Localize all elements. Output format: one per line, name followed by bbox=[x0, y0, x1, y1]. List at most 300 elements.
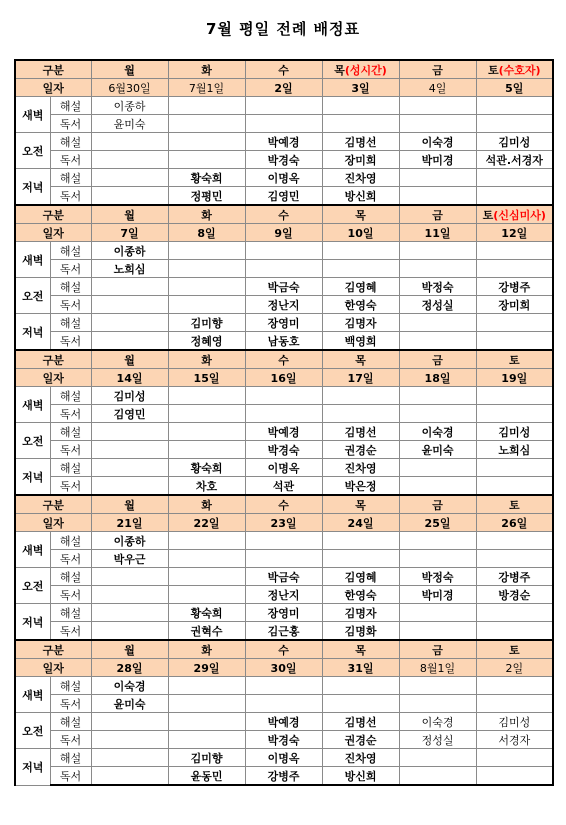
assignee-cell: 석관 bbox=[245, 477, 322, 496]
assignee-cell bbox=[399, 314, 476, 332]
slot-row bbox=[15, 695, 553, 713]
day-name: 금 bbox=[432, 498, 443, 512]
date-cell: 14일 bbox=[91, 369, 168, 387]
date-cell: 29일 bbox=[168, 659, 245, 677]
slot-row bbox=[15, 550, 553, 568]
day-name: 토 bbox=[487, 63, 499, 77]
day-header bbox=[245, 350, 322, 369]
day-header bbox=[476, 350, 553, 369]
assignee-cell: 남동호 bbox=[245, 332, 322, 351]
day-note: (신심미사) bbox=[493, 208, 546, 222]
assignee-cell bbox=[91, 568, 168, 586]
assignee-cell bbox=[245, 387, 322, 405]
slot-row bbox=[15, 568, 553, 586]
day-header bbox=[399, 495, 476, 514]
day-header bbox=[399, 60, 476, 79]
day-header bbox=[399, 350, 476, 369]
role-label: 해설 bbox=[50, 532, 91, 550]
assignee-cell: 백영희 bbox=[322, 332, 399, 351]
ilja-label: 일자 bbox=[15, 659, 91, 677]
period-label: 오전 bbox=[15, 423, 50, 459]
assignee-cell: 방경순 bbox=[476, 586, 553, 604]
date-cell: 2일 bbox=[245, 79, 322, 97]
assignee-cell: 윤미숙 bbox=[91, 695, 168, 713]
assignee-cell bbox=[476, 695, 553, 713]
assignee-cell bbox=[476, 314, 553, 332]
assignee-cell: 강병주 bbox=[476, 278, 553, 296]
day-header bbox=[476, 495, 553, 514]
slot-row bbox=[15, 713, 553, 731]
page-title: 7월 평일 전례 배정표 bbox=[205, 20, 361, 38]
assignee-cell bbox=[168, 713, 245, 731]
assignee-cell bbox=[245, 260, 322, 278]
assignee-cell bbox=[91, 151, 168, 169]
assignee-cell bbox=[91, 169, 168, 187]
day-name: 월 bbox=[124, 498, 135, 512]
assignee-cell: 노희심 bbox=[91, 260, 168, 278]
assignee-cell bbox=[245, 695, 322, 713]
assignee-cell: 박금숙 bbox=[245, 278, 322, 296]
assignee-cell bbox=[245, 532, 322, 550]
date-cell: 12일 bbox=[476, 224, 553, 242]
assignee-cell bbox=[399, 767, 476, 786]
period-label: 저녁 bbox=[15, 749, 50, 786]
date-cell: 30일 bbox=[245, 659, 322, 677]
assignee-cell bbox=[168, 151, 245, 169]
gubun-label: 구분 bbox=[15, 60, 91, 79]
assignee-cell bbox=[168, 568, 245, 586]
assignee-cell bbox=[91, 459, 168, 477]
assignee-cell bbox=[91, 332, 168, 351]
assignee-cell: 장미희 bbox=[476, 296, 553, 314]
assignee-cell bbox=[476, 550, 553, 568]
ilja-label: 일자 bbox=[15, 514, 91, 532]
day-header-row bbox=[15, 495, 553, 514]
assignee-cell bbox=[476, 477, 553, 496]
date-cell: 3일 bbox=[322, 79, 399, 97]
day-name: 토 bbox=[508, 498, 520, 512]
assignee-cell bbox=[476, 97, 553, 115]
assignee-cell bbox=[476, 115, 553, 133]
assignee-cell: 박금숙 bbox=[245, 568, 322, 586]
assignee-cell bbox=[476, 187, 553, 206]
role-label: 독서 bbox=[50, 115, 91, 133]
day-header bbox=[91, 495, 168, 514]
day-name: 금 bbox=[432, 63, 443, 77]
assignee-cell bbox=[399, 405, 476, 423]
date-cell: 15일 bbox=[168, 369, 245, 387]
assignee-cell: 정평민 bbox=[168, 187, 245, 206]
ilja-label: 일자 bbox=[15, 79, 91, 97]
slot-row bbox=[15, 260, 553, 278]
assignee-cell: 이숙경 bbox=[91, 677, 168, 695]
assignee-cell: 박예경 bbox=[245, 423, 322, 441]
slot-row bbox=[15, 314, 553, 332]
role-label: 해설 bbox=[50, 169, 91, 187]
date-cell: 18일 bbox=[399, 369, 476, 387]
assignee-cell bbox=[399, 242, 476, 260]
assignee-cell: 김미성 bbox=[476, 133, 553, 151]
assignee-cell: 권경순 bbox=[322, 731, 399, 749]
day-header bbox=[168, 350, 245, 369]
assignee-cell bbox=[168, 115, 245, 133]
slot-row bbox=[15, 133, 553, 151]
assignee-cell bbox=[168, 441, 245, 459]
day-header bbox=[91, 640, 168, 659]
assignee-cell: 김명선 bbox=[322, 133, 399, 151]
day-header bbox=[476, 640, 553, 659]
assignee-cell bbox=[399, 749, 476, 767]
period-label: 새벽 bbox=[15, 97, 50, 133]
assignee-cell bbox=[399, 260, 476, 278]
day-name: 목 bbox=[355, 208, 366, 222]
assignee-cell bbox=[322, 260, 399, 278]
date-cell: 8월1일 bbox=[399, 659, 476, 677]
day-name: 금 bbox=[432, 353, 443, 367]
assignee-cell: 박경숙 bbox=[245, 151, 322, 169]
assignee-cell: 김영민 bbox=[91, 405, 168, 423]
slot-row bbox=[15, 441, 553, 459]
assignee-cell: 이명옥 bbox=[245, 459, 322, 477]
role-label: 해설 bbox=[50, 387, 91, 405]
slot-row bbox=[15, 532, 553, 550]
assignee-cell bbox=[168, 97, 245, 115]
assignee-cell: 정성실 bbox=[399, 296, 476, 314]
assignee-cell bbox=[476, 677, 553, 695]
assignee-cell bbox=[399, 332, 476, 351]
period-label: 새벽 bbox=[15, 677, 50, 713]
day-name: 화 bbox=[201, 63, 212, 77]
assignee-cell: 노희심 bbox=[476, 441, 553, 459]
assignee-cell bbox=[476, 260, 553, 278]
role-label: 독서 bbox=[50, 731, 91, 749]
day-header bbox=[168, 205, 245, 224]
slot-row bbox=[15, 423, 553, 441]
day-header bbox=[476, 60, 553, 79]
assignee-cell bbox=[399, 97, 476, 115]
assignee-cell: 박정숙 bbox=[399, 278, 476, 296]
day-name: 화 bbox=[201, 208, 212, 222]
role-label: 해설 bbox=[50, 713, 91, 731]
assignee-cell: 장영미 bbox=[245, 604, 322, 622]
day-name: 월 bbox=[124, 353, 135, 367]
assignee-cell: 황숙희 bbox=[168, 604, 245, 622]
assignee-cell bbox=[322, 115, 399, 133]
assignee-cell: 정난지 bbox=[245, 296, 322, 314]
date-cell: 26일 bbox=[476, 514, 553, 532]
day-name: 수 bbox=[278, 208, 289, 222]
date-cell: 31일 bbox=[322, 659, 399, 677]
assignee-cell bbox=[91, 767, 168, 786]
role-label: 독서 bbox=[50, 151, 91, 169]
assignee-cell bbox=[399, 477, 476, 496]
date-cell: 22일 bbox=[168, 514, 245, 532]
day-name: 목 bbox=[355, 498, 366, 512]
date-row bbox=[15, 224, 553, 242]
role-label: 해설 bbox=[50, 314, 91, 332]
gubun-label: 구분 bbox=[15, 350, 91, 369]
assignee-cell bbox=[91, 731, 168, 749]
assignee-cell: 진차영 bbox=[322, 749, 399, 767]
assignee-cell: 김미향 bbox=[168, 314, 245, 332]
assignee-cell: 방신희 bbox=[322, 767, 399, 786]
day-header bbox=[168, 640, 245, 659]
assignee-cell: 김근홍 bbox=[245, 622, 322, 641]
assignee-cell bbox=[322, 550, 399, 568]
assignee-cell: 서경자 bbox=[476, 731, 553, 749]
period-label: 저녁 bbox=[15, 604, 50, 641]
assignee-cell bbox=[168, 278, 245, 296]
day-header bbox=[476, 205, 553, 224]
slot-row bbox=[15, 586, 553, 604]
day-header-row bbox=[15, 60, 553, 79]
role-label: 해설 bbox=[50, 133, 91, 151]
assignee-cell: 김미성 bbox=[91, 387, 168, 405]
day-header bbox=[245, 60, 322, 79]
assignee-cell bbox=[399, 550, 476, 568]
day-name: 월 bbox=[124, 63, 135, 77]
assignee-cell: 박미경 bbox=[399, 151, 476, 169]
date-cell: 10일 bbox=[322, 224, 399, 242]
assignee-cell bbox=[245, 97, 322, 115]
day-header bbox=[91, 350, 168, 369]
day-header bbox=[245, 640, 322, 659]
day-header bbox=[322, 640, 399, 659]
day-name: 월 bbox=[124, 643, 135, 657]
assignee-cell bbox=[168, 423, 245, 441]
assignee-cell bbox=[476, 242, 553, 260]
slot-row bbox=[15, 477, 553, 496]
assignee-cell bbox=[168, 296, 245, 314]
day-header bbox=[245, 205, 322, 224]
assignee-cell: 김명선 bbox=[322, 423, 399, 441]
assignee-cell bbox=[476, 169, 553, 187]
date-cell: 9일 bbox=[245, 224, 322, 242]
day-header bbox=[245, 495, 322, 514]
period-label: 오전 bbox=[15, 713, 50, 749]
assignee-cell: 김명화 bbox=[322, 622, 399, 641]
day-header-row bbox=[15, 640, 553, 659]
assignee-cell bbox=[476, 622, 553, 641]
role-label: 독서 bbox=[50, 550, 91, 568]
assignee-cell: 황숙희 bbox=[168, 459, 245, 477]
ilja-label: 일자 bbox=[15, 369, 91, 387]
assignee-cell: 진차영 bbox=[322, 459, 399, 477]
date-cell: 17일 bbox=[322, 369, 399, 387]
period-label: 새벽 bbox=[15, 242, 50, 278]
assignee-cell bbox=[399, 115, 476, 133]
assignee-cell bbox=[168, 550, 245, 568]
assignee-cell bbox=[399, 387, 476, 405]
day-header bbox=[399, 640, 476, 659]
assignee-cell: 이종하 bbox=[91, 97, 168, 115]
period-label: 오전 bbox=[15, 133, 50, 169]
assignee-cell: 김명선 bbox=[322, 713, 399, 731]
slot-row bbox=[15, 187, 553, 206]
day-header bbox=[322, 495, 399, 514]
assignee-cell bbox=[245, 115, 322, 133]
period-label: 저녁 bbox=[15, 459, 50, 496]
assignee-cell: 권경순 bbox=[322, 441, 399, 459]
assignee-cell bbox=[91, 133, 168, 151]
role-label: 해설 bbox=[50, 423, 91, 441]
assignee-cell: 정성실 bbox=[399, 731, 476, 749]
assignee-cell bbox=[91, 477, 168, 496]
date-cell: 19일 bbox=[476, 369, 553, 387]
period-label: 새벽 bbox=[15, 532, 50, 568]
role-label: 독서 bbox=[50, 332, 91, 351]
slot-row bbox=[15, 151, 553, 169]
assignee-cell bbox=[399, 677, 476, 695]
assignee-cell bbox=[91, 187, 168, 206]
assignee-cell bbox=[245, 405, 322, 423]
day-name: 월 bbox=[124, 208, 135, 222]
day-name: 토 bbox=[482, 208, 494, 222]
assignee-cell: 김영민 bbox=[245, 187, 322, 206]
assignee-cell bbox=[476, 749, 553, 767]
gubun-label: 구분 bbox=[15, 640, 91, 659]
date-row bbox=[15, 79, 553, 97]
assignee-cell: 강병주 bbox=[476, 568, 553, 586]
assignee-cell: 윤동민 bbox=[168, 767, 245, 786]
date-cell: 28일 bbox=[91, 659, 168, 677]
assignee-cell bbox=[399, 459, 476, 477]
date-cell: 7월1일 bbox=[168, 79, 245, 97]
slot-row bbox=[15, 767, 553, 786]
role-label: 독서 bbox=[50, 405, 91, 423]
slot-row bbox=[15, 97, 553, 115]
assignee-cell: 이명옥 bbox=[245, 749, 322, 767]
day-header bbox=[322, 60, 399, 79]
assignee-cell bbox=[322, 677, 399, 695]
assignee-cell: 이종하 bbox=[91, 532, 168, 550]
assignee-cell: 박미경 bbox=[399, 586, 476, 604]
slot-row bbox=[15, 242, 553, 260]
slot-row bbox=[15, 749, 553, 767]
slot-row bbox=[15, 731, 553, 749]
role-label: 독서 bbox=[50, 260, 91, 278]
schedule-table bbox=[14, 59, 554, 786]
assignee-cell: 윤미숙 bbox=[91, 115, 168, 133]
role-label: 독서 bbox=[50, 622, 91, 641]
day-name: 금 bbox=[432, 643, 443, 657]
slot-row bbox=[15, 332, 553, 351]
assignee-cell: 차호 bbox=[168, 477, 245, 496]
assignee-cell: 박우근 bbox=[91, 550, 168, 568]
role-label: 독서 bbox=[50, 477, 91, 496]
role-label: 해설 bbox=[50, 242, 91, 260]
assignee-cell bbox=[322, 405, 399, 423]
role-label: 해설 bbox=[50, 604, 91, 622]
day-header-row bbox=[15, 205, 553, 224]
assignee-cell bbox=[476, 405, 553, 423]
gubun-label: 구분 bbox=[15, 495, 91, 514]
assignee-cell bbox=[245, 242, 322, 260]
assignee-cell bbox=[322, 695, 399, 713]
assignee-cell: 진차영 bbox=[322, 169, 399, 187]
assignee-cell bbox=[168, 586, 245, 604]
period-label: 오전 bbox=[15, 568, 50, 604]
assignee-cell: 권혁수 bbox=[168, 622, 245, 641]
assignee-cell: 방신희 bbox=[322, 187, 399, 206]
assignee-cell: 윤미숙 bbox=[399, 441, 476, 459]
assignee-cell bbox=[476, 604, 553, 622]
period-label: 저녁 bbox=[15, 314, 50, 351]
date-cell: 11일 bbox=[399, 224, 476, 242]
slot-row bbox=[15, 169, 553, 187]
date-row bbox=[15, 514, 553, 532]
assignee-cell bbox=[91, 296, 168, 314]
role-label: 해설 bbox=[50, 278, 91, 296]
period-label: 오전 bbox=[15, 278, 50, 314]
day-header bbox=[322, 205, 399, 224]
day-header bbox=[322, 350, 399, 369]
assignee-cell bbox=[399, 532, 476, 550]
slot-row bbox=[15, 296, 553, 314]
assignee-cell: 박예경 bbox=[245, 713, 322, 731]
assignee-cell: 강병주 bbox=[245, 767, 322, 786]
assignee-cell: 김미성 bbox=[476, 423, 553, 441]
day-name: 수 bbox=[278, 63, 289, 77]
assignee-cell bbox=[91, 314, 168, 332]
date-cell: 6월30일 bbox=[91, 79, 168, 97]
day-name: 금 bbox=[432, 208, 443, 222]
day-note: (성시간) bbox=[344, 63, 387, 77]
role-label: 독서 bbox=[50, 695, 91, 713]
day-name: 토 bbox=[508, 353, 520, 367]
assignee-cell bbox=[322, 387, 399, 405]
assignee-cell: 장미희 bbox=[322, 151, 399, 169]
assignee-cell bbox=[91, 604, 168, 622]
assignee-cell: 정난지 bbox=[245, 586, 322, 604]
assignee-cell bbox=[168, 260, 245, 278]
day-name: 수 bbox=[278, 498, 289, 512]
slot-row bbox=[15, 115, 553, 133]
assignee-cell bbox=[91, 278, 168, 296]
date-cell: 24일 bbox=[322, 514, 399, 532]
date-cell: 2일 bbox=[476, 659, 553, 677]
assignee-cell bbox=[322, 242, 399, 260]
assignee-cell: 김명자 bbox=[322, 314, 399, 332]
assignee-cell bbox=[476, 767, 553, 786]
role-label: 해설 bbox=[50, 749, 91, 767]
assignee-cell: 김영혜 bbox=[322, 278, 399, 296]
assignee-cell bbox=[168, 677, 245, 695]
role-label: 해설 bbox=[50, 97, 91, 115]
day-header bbox=[168, 60, 245, 79]
assignee-cell: 정혜영 bbox=[168, 332, 245, 351]
assignee-cell bbox=[399, 695, 476, 713]
assignee-cell bbox=[168, 387, 245, 405]
day-name: 수 bbox=[278, 353, 289, 367]
day-name: 목 bbox=[355, 353, 366, 367]
role-label: 독서 bbox=[50, 441, 91, 459]
date-cell: 7일 bbox=[91, 224, 168, 242]
assignee-cell bbox=[91, 622, 168, 641]
day-header-row bbox=[15, 350, 553, 369]
day-header bbox=[91, 205, 168, 224]
role-label: 해설 bbox=[50, 677, 91, 695]
assignee-cell bbox=[245, 550, 322, 568]
assignee-cell bbox=[168, 695, 245, 713]
assignee-cell: 한영숙 bbox=[322, 296, 399, 314]
assignee-cell bbox=[322, 532, 399, 550]
assignee-cell: 박예경 bbox=[245, 133, 322, 151]
assignee-cell: 이종하 bbox=[91, 242, 168, 260]
assignee-cell: 김영혜 bbox=[322, 568, 399, 586]
assignee-cell bbox=[91, 749, 168, 767]
assignee-cell: 박경숙 bbox=[245, 731, 322, 749]
